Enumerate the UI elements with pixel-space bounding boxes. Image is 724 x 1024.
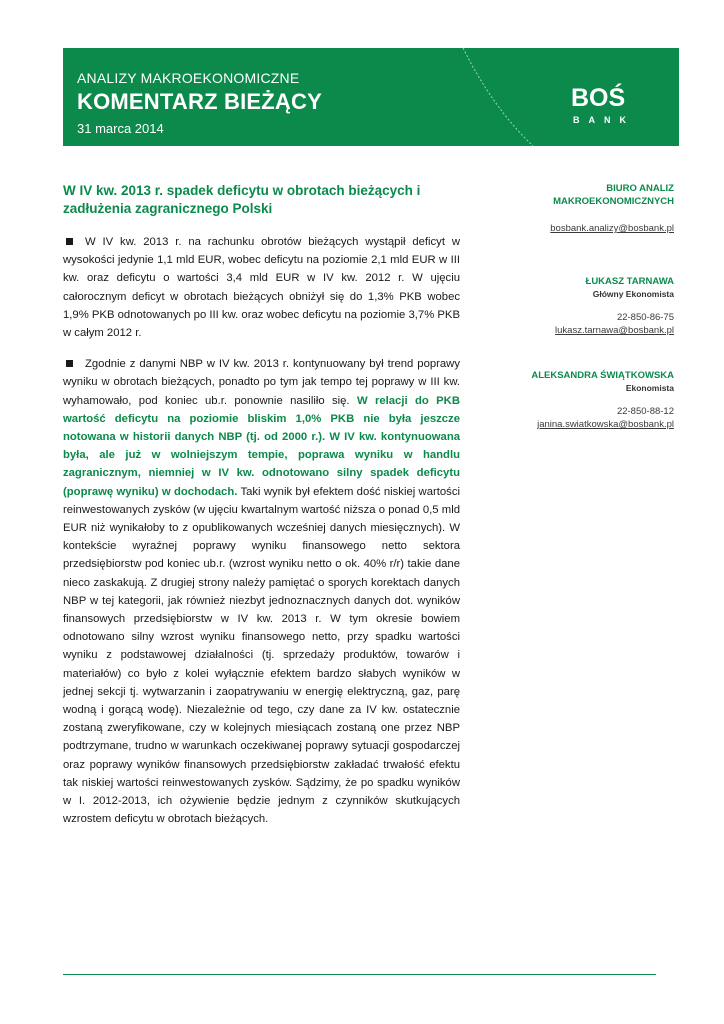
contact-2-role: Ekonomista: [625, 383, 674, 393]
contact-1-role: Główny Ekonomista: [592, 289, 674, 299]
report-header: [63, 48, 679, 146]
report-title: KOMENTARZ BIEŻĄCY: [77, 89, 322, 114]
paragraph-2-highlight: W relacji do PKB wartość deficytu na poziomie bliskim 1,0% PKB nie była jeszcze notowana w historii danych NBP (tj. od 2000 r.). W IV kw. kontynuowana była, ale już w wolniejszym tempie, poprawa wyniku w handlu zagranicznym, niemniej w IV kw. odnotowano silny spadek deficytu (poprawę wyniku) w dochodach.: [63, 394, 460, 498]
paragraph-2-intro: Zgodnie z danymi NBP w IV kw. 2013 r. kontynuowany był trend poprawy wyniku w obrotach bieżących, ponadto po tym jak tempo tej poprawy w III kw. wyhamowało, pod koniec ub.r. ponownie nasiliło się.: [63, 358, 460, 407]
contact-2-email-link[interactable]: janina.swiatkowska@bosbank.pl: [537, 419, 674, 430]
department-name-line-2: MAKROEKONOMICZNYCH: [553, 196, 674, 207]
article: [63, 182, 460, 842]
contact-2-phone: 22-850-88-12: [616, 406, 674, 417]
square-bullet-icon: [66, 360, 73, 367]
logo-name: BOŚ: [571, 84, 626, 112]
contact-2-name: ALEKSANDRA ŚWIĄTKOWSKA: [531, 370, 674, 381]
contact-1-name: ŁUKASZ TARNAWA: [585, 276, 674, 287]
contact-sidebar: [500, 182, 674, 431]
contact-1-email-link[interactable]: lukasz.tarnawa@bosbank.pl: [555, 325, 674, 336]
article-headline: W IV kw. 2013 r. spadek deficytu w obrotach bieżących i zadłużenia zagranicznego Polski: [63, 183, 421, 216]
footer-divider: [63, 974, 656, 975]
contact-1-phone: 22-850-86-75: [616, 312, 674, 323]
report-series: ANALIZY MAKROEKONOMICZNE: [77, 70, 300, 86]
paragraph-1-text: W IV kw. 2013 r. na rachunku obrotów bieżących wystąpił deficyt w wysokości jedynie 1,1 mld EUR, wobec deficytu na poziomie 2,1 mld EUR w III kw. oraz deficytu o wartości 3,4 mld EUR w IV kw. 2012 r. W ujęciu całorocznym deficyt w obrotach bieżących obniżył się do 1,3% PKB wobec 1,9% PKB odnotowanych po III kw. oraz wobec deficytu na poziomie 3,7% PKB w całym 2012 r.: [63, 236, 460, 340]
department-name-line-1: BIURO ANALIZ: [606, 183, 674, 194]
paragraph-2-rest: Taki wynik był efektem dość niskiej wartości reinwestowanych zysków (w ujęciu kwartalnym wartość niższa o ponad 0,5 mld EUR niż wynikałoby to z opublikowanych wcześniej danych miesięcznych). W kontekście wyraźnej poprawy wyniku finansowego netto sektora przedsiębiorstw pod koniec ub.r. (wzrost wyniku netto o ok. 40% r/r) takie dane nieco zaskakują. Z drugiej strony należy pamiętać o sporych korektach danych NBP w tej kategorii, jak również niezbyt jednoznacznych danych dot. wyników finansowych przedsiębiorstw w IV kw. 2013 r. W tym okresie bowiem odnotowano silny wzrost wyniku finansowego netto, przy spadku wartości wyniku z podstawowej działalności (tj. sprzedaży produktów, towarów i materiałów) co było z kolei wyłącznie efektem bardzo słabych wyników w jednej sekcji tj. wytwarzanin i zaopatrywaniu w energię elektryczną, gaz, parę wodną i gorącą wodę). Niezależnie od tego, czy dane za IV kw. ostatecznie zostaną zweryfikowane, czy w kolejnych miesiącach zostaną one przez NBP podtrzymane, trudno w warunkach oczekiwanej poprawy sytuacji gospodarczej oraz poprawy wyników finansowych przedsiębiorstw zakładać trwałość efektu tak niskiej wartości reinwestowanych zysków. Sądzimy, że po spadku wyników w I. 2012-2013, ich ożywienie będzie jednym z czynników skutkujących wzrostem deficytu w obrotach bieżących.: [63, 485, 460, 826]
square-bullet-icon: [66, 238, 73, 245]
bos-bank-logo: [565, 84, 655, 134]
article-paragraph-2: [63, 355, 460, 828]
article-paragraph-1: [63, 233, 460, 342]
report-date: 31 marca 2014: [77, 121, 164, 136]
department-email-link[interactable]: bosbank.analizy@bosbank.pl: [550, 223, 674, 234]
logo-sub: BANK: [573, 115, 635, 125]
